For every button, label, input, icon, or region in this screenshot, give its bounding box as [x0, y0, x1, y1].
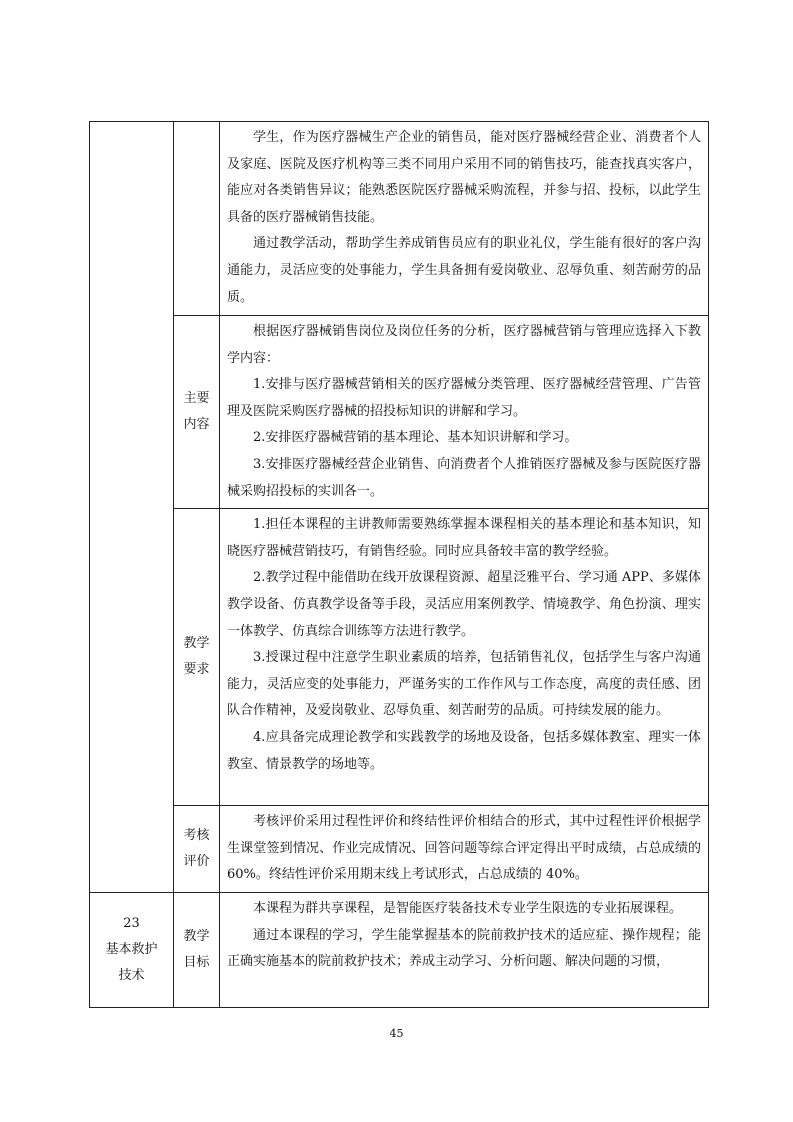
label-cell-empty — [174, 122, 220, 316]
table-row — [90, 806, 709, 893]
goals-continued-text: 学生，作为医疗器械生产企业的销售员，能对医疗器械经营企业、消费者个人及家庭、医院及医疗机构等三类不同用户采用不同的销售技巧，能查找真实客户，能应对各类销售异议；能熟悉医院医疗器械采购流程，并参与招、投标，以此学生具备的医疗器械销售技能。 通过教学活动，帮助学生养成销售员应有的职业礼仪，学生能有很好的客户沟通能力，灵活应变的处事能力，学生具备拥有爱岗敬业、忍辱负重、刻苦耐劳的品质。 — [220, 122, 709, 316]
requirements-label: 教学 要求 — [174, 509, 220, 806]
course-table — [89, 121, 709, 1008]
course-name: 技术 — [118, 967, 145, 983]
course-name: 基本救护 — [105, 941, 158, 957]
course-23-cell — [90, 892, 174, 1007]
table-row — [90, 316, 709, 509]
page-number: 45 — [389, 1027, 404, 1040]
table-row — [90, 892, 709, 1007]
table-row — [90, 509, 709, 806]
objectives-text: 本课程为群共享课程，是智能医疗装备技术专业学生限选的专业拓展课程。 通过本课程的学习，学生能掌握基本的院前救护技术的适应症、操作规程；能正确实施基本的院前救护技术；养成主动学习、分析问题、解决问题的习惯， — [220, 892, 709, 1007]
assessment-text: 考核评价采用过程性评价和终结性评价相结合的形式，其中过程性评价根据学生课堂签到情况、作业完成情况、回答问题等综合评定得出平时成绩，占总成绩的60%。终结性评价采用期末线上考试形式，占总成绩的 40%。 — [220, 806, 709, 893]
table-row — [90, 122, 709, 316]
content-label: 主要 内容 — [174, 316, 220, 509]
content-text: 根据医疗器械销售岗位及岗位任务的分析，医疗器械营销与管理应选择入下教学内容： 1.安排与医疗器械营销相关的医疗器械分类管理、医疗器械经营管理、广告管理及医院采购医疗器械的招投标知识的讲解和学习。 2.安排医疗器械营销的基本理论、基本知识讲解和学习。 3.安排医疗器械经营企业销售、向消费者个人推销医疗器械及参与医院医疗器械采购招投标的实训各一。 — [220, 316, 709, 509]
course-number: 23 — [123, 915, 140, 931]
objectives-label: 教学 目标 — [174, 892, 220, 1007]
assessment-label: 考核 评价 — [174, 806, 220, 893]
requirements-text: 1.担任本课程的主讲教师需要熟练掌握本课程相关的基本理论和基本知识，知晓医疗器械营销技巧，有销售经验。同时应具备较丰富的教学经验。 2.教学过程中能借助在线开放课程资源、超星泛雅平台、学习通 APP、多媒体教学设备、仿真教学设备等手段，灵活应用案例教学、情境教学、角色扮演、理实一体教学、仿真综合训练等方法进行教学。 3.授课过程中注意学生职业素质的培养，包括销售礼仪，包括学生与客户沟通能力，灵活应变的处事能力，严谨务实的工作作风与工作态度，高度的责任感、团队合作精神，及爱岗敬业、忍辱负重、刻苦耐劳的品质。可持续发展的能力。 4.应具备完成理论教学和实践教学的场地及设备，包括多媒体教室、理实一体教室、情景教学的场地等。 — [220, 509, 709, 806]
course-cell-empty — [90, 122, 174, 893]
